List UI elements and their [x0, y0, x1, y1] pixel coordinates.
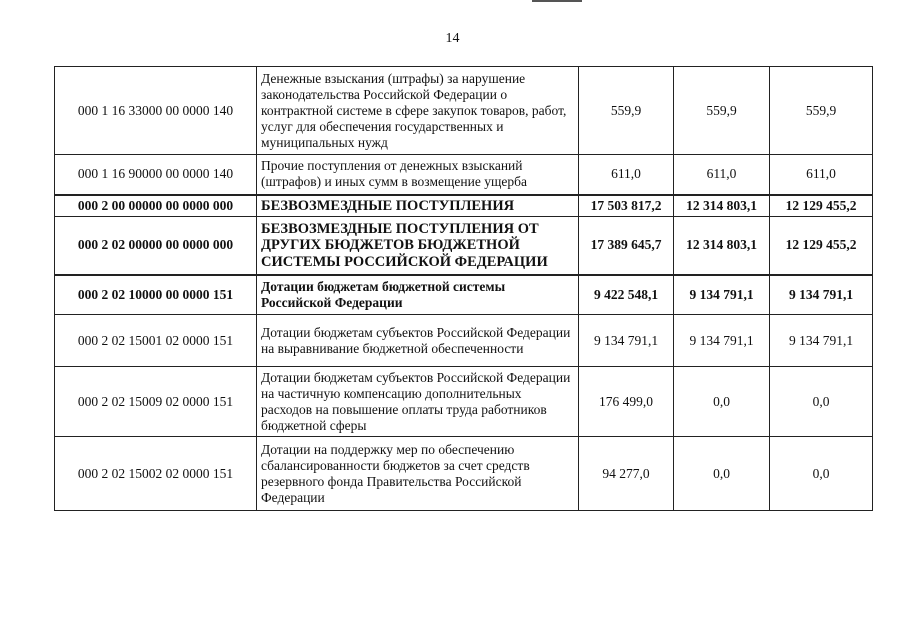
revenue-name-cell: Дотации на поддержку мер по обеспечению сбалансированности бюджетов за счет средств резервного фонда Правительства Российской Федерации: [257, 437, 579, 511]
amount-cell-2: 559,9: [674, 67, 770, 155]
table-row: [55, 217, 873, 275]
amount-cell-3: 12 129 455,2: [770, 217, 873, 275]
amount-cell-3: 0,0: [770, 437, 873, 511]
amount-cell-1: 17 503 817,2: [579, 195, 674, 217]
amount-cell-1: 9 422 548,1: [579, 275, 674, 315]
amount-cell-3: 9 134 791,1: [770, 315, 873, 367]
amount-cell-1: 176 499,0: [579, 367, 674, 437]
table-row: [55, 195, 873, 217]
revenue-name-cell: Денежные взыскания (штрафы) за нарушение законодательства Российской Федерации о контрактной системе в сфере закупок товаров, работ, услуг для обеспечения государственных и муниципальных нужд: [257, 67, 579, 155]
budget-code-cell: 000 2 02 15001 02 0000 151: [55, 315, 257, 367]
amount-cell-2: 12 314 803,1: [674, 195, 770, 217]
revenue-name-cell: Дотации бюджетам бюджетной системы Российской Федерации: [257, 275, 579, 315]
table-row: [55, 275, 873, 315]
table-row: [55, 67, 873, 155]
table-row: [55, 367, 873, 437]
amount-cell-3: 9 134 791,1: [770, 275, 873, 315]
revenue-name-cell: БЕЗВОЗМЕЗДНЫЕ ПОСТУПЛЕНИЯ ОТ ДРУГИХ БЮДЖЕТОВ БЮДЖЕТНОЙ СИСТЕМЫ РОССИЙСКОЙ ФЕДЕРАЦИИ: [257, 217, 579, 275]
revenue-name-cell: Дотации бюджетам субъектов Российской Федерации на выравнивание бюджетной обеспеченности: [257, 315, 579, 367]
amount-cell-1: 9 134 791,1: [579, 315, 674, 367]
amount-cell-2: 611,0: [674, 155, 770, 195]
amount-cell-2: 9 134 791,1: [674, 315, 770, 367]
revenue-name-cell: Дотации бюджетам субъектов Российской Федерации на частичную компенсацию дополнительных расходов на повышение оплаты труда работников бюджетной сферы: [257, 367, 579, 437]
budget-revenue-table: [54, 66, 873, 511]
amount-cell-3: 559,9: [770, 67, 873, 155]
amount-cell-1: 559,9: [579, 67, 674, 155]
table-row: [55, 437, 873, 511]
revenue-name-cell: БЕЗВОЗМЕЗДНЫЕ ПОСТУПЛЕНИЯ: [257, 195, 579, 217]
amount-cell-1: 611,0: [579, 155, 674, 195]
budget-code-cell: 000 2 02 15002 02 0000 151: [55, 437, 257, 511]
amount-cell-2: 0,0: [674, 437, 770, 511]
revenue-name-cell: Прочие поступления от денежных взысканий (штрафов) и иных сумм в возмещение ущерба: [257, 155, 579, 195]
amount-cell-2: 12 314 803,1: [674, 217, 770, 275]
page-number: 14: [445, 31, 460, 46]
amount-cell-3: 0,0: [770, 367, 873, 437]
budget-code-cell: 000 1 16 33000 00 0000 140: [55, 67, 257, 155]
amount-cell-3: 12 129 455,2: [770, 195, 873, 217]
table-row: [55, 315, 873, 367]
budget-code-cell: 000 2 02 10000 00 0000 151: [55, 275, 257, 315]
amount-cell-1: 94 277,0: [579, 437, 674, 511]
top-edge-rule: [532, 0, 582, 2]
amount-cell-3: 611,0: [770, 155, 873, 195]
budget-code-cell: 000 2 02 15009 02 0000 151: [55, 367, 257, 437]
table-row: [55, 155, 873, 195]
budget-code-cell: 000 1 16 90000 00 0000 140: [55, 155, 257, 195]
budget-code-cell: 000 2 02 00000 00 0000 000: [55, 217, 257, 275]
amount-cell-1: 17 389 645,7: [579, 217, 674, 275]
budget-code-cell: 000 2 00 00000 00 0000 000: [55, 195, 257, 217]
amount-cell-2: 9 134 791,1: [674, 275, 770, 315]
amount-cell-2: 0,0: [674, 367, 770, 437]
